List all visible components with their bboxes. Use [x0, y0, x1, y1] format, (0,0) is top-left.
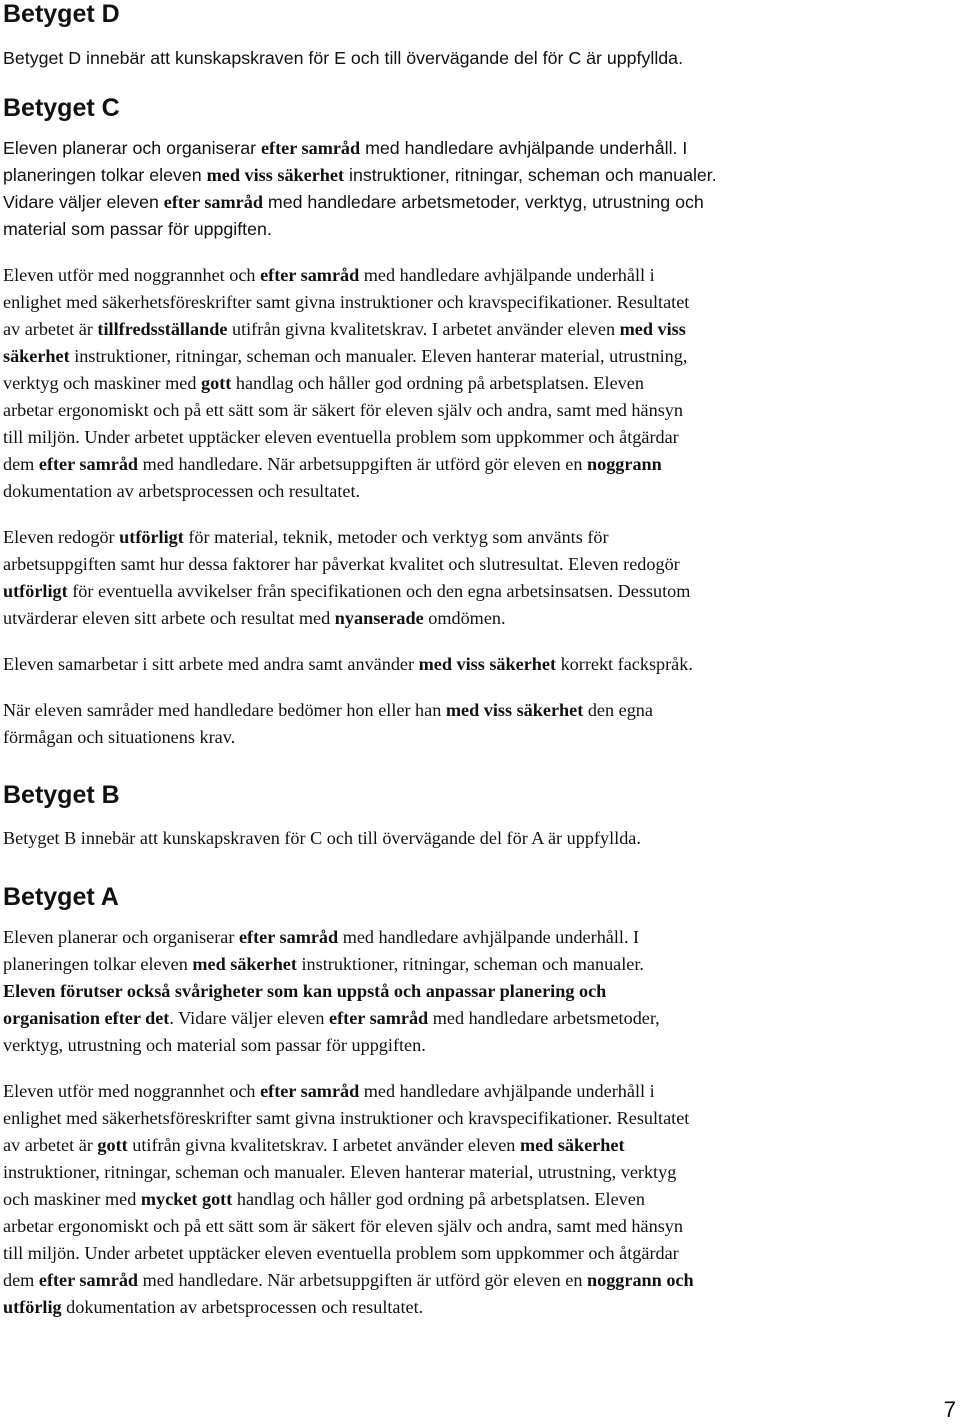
text-run: Eleven utför med noggrannhet och [3, 1081, 261, 1101]
text-run: arbetar ergonomiskt och på ett sätt som är säkert för eleven själv och andra, samt med hänsyn [3, 400, 683, 420]
text-line [3, 1032, 960, 1059]
text-line [3, 1240, 960, 1267]
text-run: Eleven planerar och organiserar [3, 927, 239, 947]
text-line [3, 1267, 960, 1294]
text-line [3, 451, 960, 478]
emphasis: mycket gott [140, 1189, 233, 1209]
text-run: arbetar ergonomiskt och på ett sätt som är säkert för eleven själv och andra, samt med hänsyn [3, 1216, 683, 1236]
text-run: dem [3, 1270, 39, 1290]
heading-betyget-a: Betyget A [3, 883, 119, 911]
text-run: och maskiner med [3, 1189, 141, 1209]
text-run: till miljön. Under arbetet upptäcker eleven eventuella problem som uppkommer och åtgärdar [3, 1243, 679, 1263]
text-run: Vidare väljer eleven [3, 192, 164, 212]
emphasis: tillfredsställande [97, 319, 228, 339]
text-line [3, 1078, 960, 1105]
text-run: för material, teknik, metoder och verktyg som använts för [183, 527, 609, 547]
text-run: med handledare avhjälpande underhåll i [359, 265, 655, 285]
text-line [3, 316, 960, 343]
text-run: Eleven samarbetar i sitt arbete med andra samt använder [3, 654, 419, 674]
emphasis: Eleven förutser också svårigheter som kan uppstå och anpassar planering och [3, 981, 607, 1001]
text-run: planeringen tolkar eleven [3, 954, 193, 974]
text-run: instruktioner, ritningar, scheman och manualer. Eleven hanterar material, utrustning, [69, 346, 688, 366]
emphasis: efter samråd [260, 138, 361, 158]
emphasis: utförlig [3, 1297, 62, 1317]
text-line [3, 1186, 960, 1213]
text-run: verktyg och maskiner med [3, 373, 201, 393]
text-run: handlag och håller god ordning på arbetsplatsen. Eleven [231, 373, 644, 393]
text-run: förmågan och situationens krav. [3, 727, 236, 747]
text-line [3, 724, 960, 751]
text-run: verktyg, utrustning och material som passar för uppgiften. [3, 1035, 426, 1055]
emphasis: efter samråd [260, 1081, 360, 1101]
text-line [3, 605, 960, 632]
text-run: omdömen. [423, 608, 506, 628]
text-line [3, 1294, 960, 1321]
emphasis: gott [201, 373, 232, 393]
text-line [3, 978, 960, 1005]
text-line [3, 189, 960, 216]
page-number: 7 [943, 1397, 956, 1422]
text-run: med handledare. När arbetsuppgiften är utförd gör eleven en [138, 1270, 587, 1290]
text-run: enlighet med säkerhetsföreskrifter samt givna instruktioner och kravspecifikationer. Resultatet [3, 1108, 690, 1128]
text-run: dem [3, 454, 39, 474]
text-run: material som passar för uppgiften. [3, 219, 272, 239]
paragraph-b: Betyget B innebär att kunskapskraven för C och till övervägande del för A är uppfyllda. [3, 828, 641, 848]
emphasis: efter samråd [163, 192, 263, 212]
emphasis: noggrann [586, 454, 662, 474]
text-run: instruktioner, ritningar, scheman och manualer. [296, 954, 644, 974]
text-line [3, 1105, 960, 1132]
emphasis: med säkerhet [192, 954, 297, 974]
text-run: utifrån givna kvalitetskrav. I arbetet använder eleven [127, 1135, 520, 1155]
text-line [3, 397, 960, 424]
text-line [3, 1132, 960, 1159]
text-line [3, 370, 960, 397]
text-run: med handledare arbetsmetoder, [428, 1008, 660, 1028]
emphasis: utförligt [119, 527, 184, 547]
emphasis: med viss säkerhet [206, 165, 345, 185]
emphasis: efter samråd [238, 927, 339, 947]
text-line [3, 216, 960, 243]
text-run: handlag och håller god ordning på arbetsplatsen. Eleven [232, 1189, 645, 1209]
text-line [3, 951, 960, 978]
text-run: enlighet med säkerhetsföreskrifter samt givna instruktioner och kravspecifikationer. Resultatet [3, 292, 690, 312]
text-run: dokumentation av arbetsprocessen och resultatet. [3, 481, 361, 501]
text-line [3, 578, 960, 605]
paragraph-c-consultation [3, 697, 960, 751]
text-line [3, 135, 960, 162]
paragraph-a-execution [3, 1078, 960, 1321]
paragraph-a-planning [3, 924, 960, 1059]
emphasis: med viss säkerhet [445, 700, 584, 720]
text-line [3, 424, 960, 451]
text-run: Eleven redogör [3, 527, 120, 547]
text-line [3, 651, 960, 678]
emphasis: organisation efter det [3, 1008, 170, 1028]
emphasis: efter samråd [38, 1270, 139, 1290]
text-run: med handledare avhjälpande underhåll. I [338, 927, 640, 947]
text-run: den egna [583, 700, 653, 720]
emphasis: efter samråd [260, 265, 360, 285]
text-line [3, 289, 960, 316]
paragraph-c-execution [3, 262, 960, 505]
text-line [3, 924, 960, 951]
paragraph-d: Betyget D innebär att kunskapskraven för E och till övervägande del för C är uppfyllda. [3, 48, 684, 68]
emphasis: utförligt [3, 581, 68, 601]
text-run: utvärderar eleven sitt arbete och resultat med [3, 608, 335, 628]
heading-betyget-d: Betyget D [3, 0, 120, 28]
text-run: korrekt fackspråk. [556, 654, 693, 674]
emphasis: med säkerhet [519, 1135, 625, 1155]
text-run: med handledare arbetsmetoder, verktyg, utrustning och [262, 192, 704, 212]
text-run: . Vidare väljer eleven [169, 1008, 330, 1028]
text-run: instruktioner, ritningar, scheman och manualer. Eleven hanterar material, utrustning, verktyg [3, 1162, 677, 1182]
text-line [3, 697, 960, 724]
emphasis: noggrann och [586, 1270, 694, 1290]
emphasis: nyanserade [334, 608, 424, 628]
emphasis: efter samråd [329, 1008, 429, 1028]
text-run: Eleven planerar och organiserar [3, 138, 261, 158]
heading-betyget-b: Betyget B [3, 781, 120, 809]
text-line [3, 162, 960, 189]
emphasis: säkerhet [3, 346, 70, 366]
paragraph-c-account [3, 524, 960, 632]
paragraph-c-cooperation [3, 651, 960, 678]
emphasis: efter samråd [38, 454, 139, 474]
text-run: När eleven samråder med handledare bedömer hon eller han [3, 700, 446, 720]
text-line [3, 524, 960, 551]
emphasis: med viss [619, 319, 686, 339]
text-line [3, 262, 960, 289]
text-run: av arbetet är [3, 1135, 98, 1155]
text-run: instruktioner, ritningar, scheman och manualer. [344, 165, 717, 185]
text-run: till miljön. Under arbetet upptäcker eleven eventuella problem som uppkommer och åtgärdar [3, 427, 679, 447]
text-run: med handledare. När arbetsuppgiften är utförd gör eleven en [138, 454, 587, 474]
text-run: av arbetet är [3, 319, 98, 339]
text-run: arbetsuppgiften samt hur dessa faktorer har påverkat kvalitet och slutresultat. Eleven redogör [3, 554, 680, 574]
text-line [3, 1005, 960, 1032]
emphasis: med viss säkerhet [418, 654, 557, 674]
text-line [3, 1159, 960, 1186]
emphasis: gott [97, 1135, 128, 1155]
paragraph-c-planning [3, 135, 960, 243]
text-line [3, 343, 960, 370]
text-line [3, 1213, 960, 1240]
text-line [3, 551, 960, 578]
text-run: dokumentation av arbetsprocessen och resultatet. [61, 1297, 424, 1317]
text-run: med handledare avhjälpande underhåll. I [360, 138, 688, 158]
text-run: med handledare avhjälpande underhåll i [359, 1081, 655, 1101]
text-run: planeringen tolkar eleven [3, 165, 207, 185]
text-run: för eventuella avvikelser från specifikationen och den egna arbetsinsatsen. Dessutom [67, 581, 691, 601]
text-line [3, 478, 960, 505]
text-run: Eleven utför med noggrannhet och [3, 265, 261, 285]
text-run: utifrån givna kvalitetskrav. I arbetet använder eleven [227, 319, 620, 339]
heading-betyget-c: Betyget C [3, 94, 120, 122]
